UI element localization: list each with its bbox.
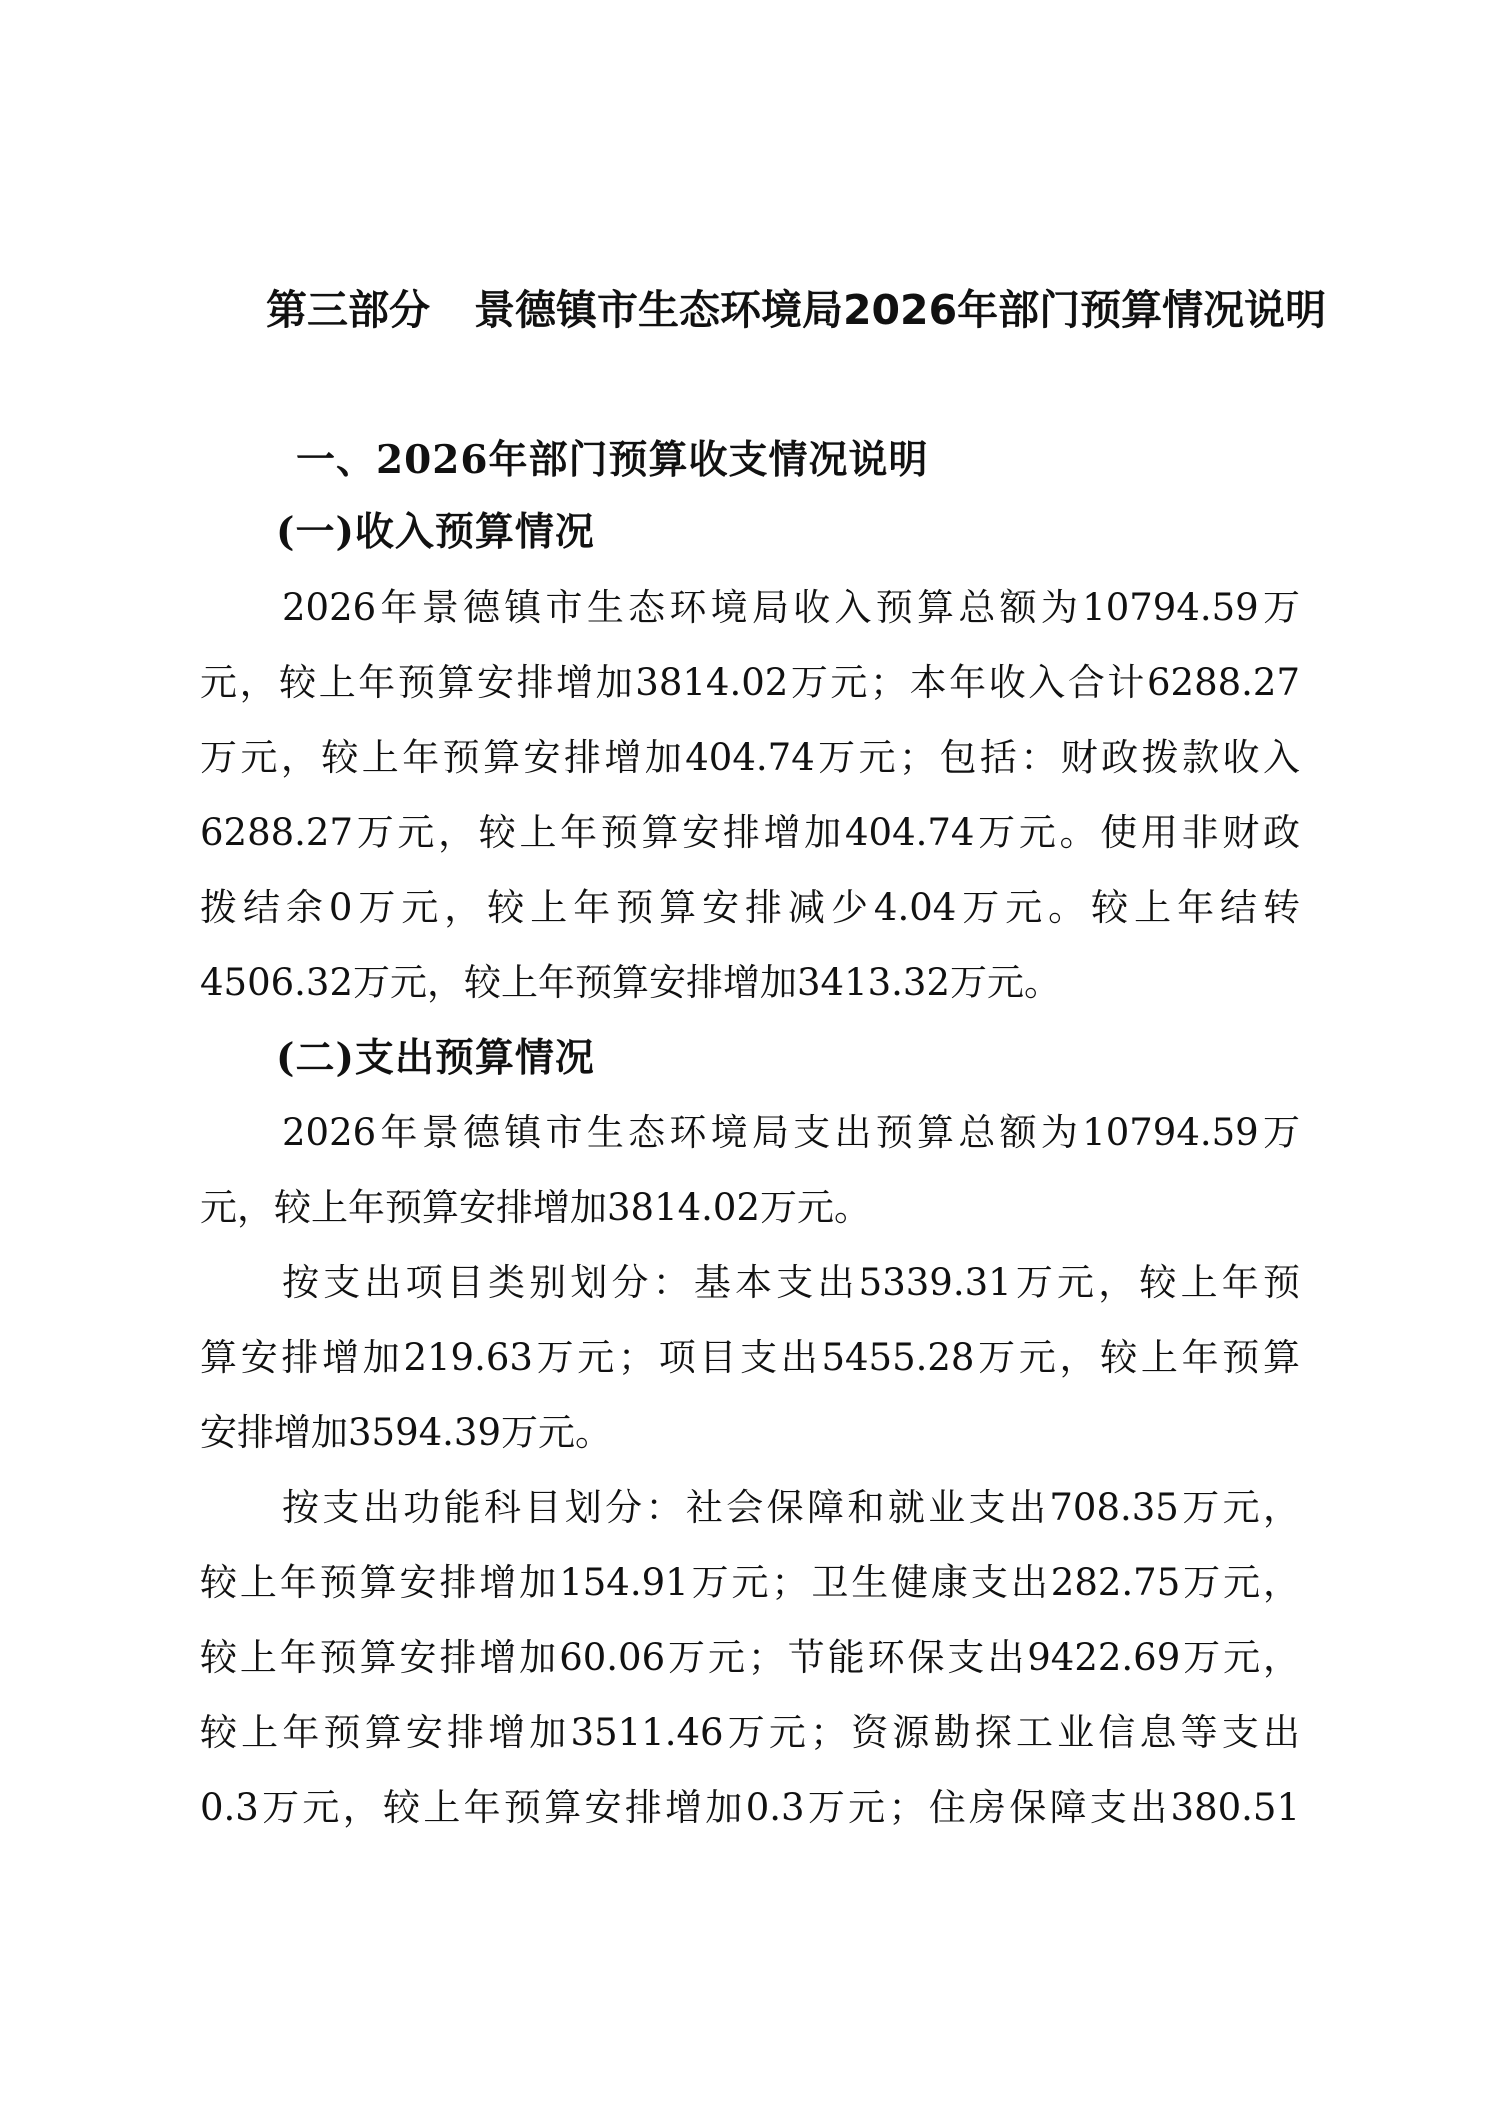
title-part-label: 第三部分 [266, 286, 430, 334]
expense-p2-line-3: 安排增加3594.39万元。 [200, 1411, 613, 1454]
expense-p3-line-5: 0.3万元，较上年预算安排增加0.3万元；住房保障支出380.51 [200, 1786, 1300, 1829]
income-line-5: 拨结余0万元，较上年预算安排减少4.04万元。较上年结转 [200, 886, 1300, 929]
expense-p3-line-2: 较上年预算安排增加154.91万元；卫生健康支出282.75万元， [200, 1561, 1300, 1604]
expense-p2-line-2: 算安排增加219.63万元；项目支出5455.28万元，较上年预算 [200, 1336, 1300, 1379]
income-line-6: 4506.32万元，较上年预算安排增加3413.32万元。 [200, 961, 1062, 1004]
title-main: 景德镇市生态环境局2026年部门预算情况说明 [474, 286, 1327, 334]
expense-p1-line-2: 元，较上年预算安排增加3814.02万元。 [200, 1186, 872, 1229]
expense-p3-line-4: 较上年预算安排增加3511.46万元；资源勘探工业信息等支出 [200, 1711, 1300, 1754]
income-heading: (一)收入预算情况 [276, 509, 595, 555]
expense-p1-line-1: 2026年景德镇市生态环境局支出预算总额为10794.59万 [282, 1111, 1300, 1154]
income-line-3: 万元，较上年预算安排增加404.74万元；包括：财政拨款收入 [200, 736, 1300, 779]
expense-p3-line-1: 按支出功能科目划分：社会保障和就业支出708.35万元， [282, 1486, 1300, 1529]
expense-p2-line-1: 按支出项目类别划分：基本支出5339.31万元，较上年预 [282, 1261, 1300, 1304]
expense-heading: (二)支出预算情况 [276, 1035, 595, 1081]
income-line-1: 2026年景德镇市生态环境局收入预算总额为10794.59万 [282, 586, 1300, 629]
income-line-2: 元，较上年预算安排增加3814.02万元；本年收入合计6288.27 [200, 661, 1300, 704]
expense-p3-line-3: 较上年预算安排增加60.06万元；节能环保支出9422.69万元， [200, 1636, 1300, 1679]
document-title [266, 280, 1327, 340]
section-heading-1: 一、2026年部门预算收支情况说明 [296, 437, 929, 483]
income-line-4: 6288.27万元，较上年预算安排增加404.74万元。使用非财政 [200, 811, 1300, 854]
